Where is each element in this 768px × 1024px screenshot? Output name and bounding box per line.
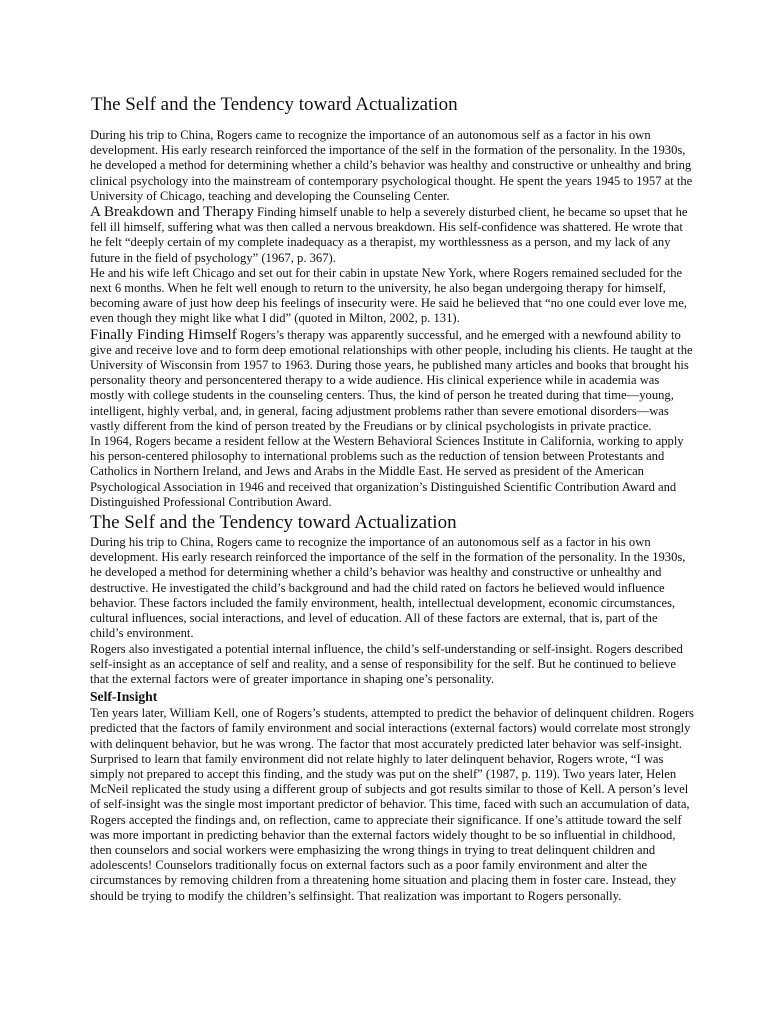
paragraph-finally-text: Rogers’s therapy was apparently successful, and he emerged with a newfound ability to give and receive love and to form deep emotional relationships with other people, including his clients. He taught at the University of Wisconsin from 1957 to 1963. During those years, he published many articles and books that brought his personality theory and personcentered therapy to a wide audience. His clinical experience while in academia was mostly with college students in the counseling centers. Thus, the kind of person he treated during that time—young, intelligent, highly verbal, and, in general, facing adjustment problems rather than severe emotional disorders—was vastly different from the kind of person treated by the Freudians or by clinical psychologists in private practice. (90, 327, 693, 433)
paragraph-kell-study: Ten years later, William Kell, one of Rogers’s students, attempted to predict the behavior of delinquent children. Rogers predicted that the factors of family environment and social interactions (external factors) would correlate most strongly with delinquent behavior, but he was wrong. The factor that most accurately predicted later behavior was self-insight. Surprised to learn that family environment did not relate highly to later delinquent behavior, Rogers wrote, “I was simply not prepared to accept this finding, and the study was put on the shelf” (1987, p. 119). Two years later, Helen McNeil replicated the study using a different group of subjects and got results similar to those of Kell. A person’s level of self-insight was the single most important predictor of behavior. This time, faced with such an accumulation of data, Rogers accepted the findings and, on reflection, came to appreciate their significance. If one’s attitude toward the self was more important in predicting behavior than the external factors widely thought to be so influential in childhood, then counselors and social workers were emphasizing the wrong things in trying to treat delinquent children and adolescents! Counselors traditionally focus on external factors such as a poor family environment and alter the circumstances by removing children from a threatening home situation and placing them in foster care. Instead, they should be trying to modify the children’s selfinsight. That realization was important to Rogers personally. (90, 706, 694, 903)
paragraph-breakdown (90, 204, 694, 266)
paragraph-breakdown-text: Finding himself unable to help a severely disturbed client, he became so upset that he fell ill himself, suffering what was then called a nervous breakdown. His self-confidence was shattered. He wrote that he felt “deeply certain of my complete inadequacy as a therapist, my worthlessness as a person, and my lack of any future in the field of psychology” (1967, p. 367). (90, 205, 688, 265)
paragraph-internal-influence: Rogers also investigated a potential internal influence, the child’s self-understanding or self-insight. Rogers described self-insight as an acceptance of self and reality, and a sense of responsibility for the self. But he continued to believe that the external factors were of greater importance in shaping one’s personality. (90, 641, 683, 686)
subsection-title-self-insight: Self-Insight (90, 689, 158, 705)
section-title-actualization: The Self and the Tendency toward Actualization (91, 94, 458, 115)
paragraph-china-trip-repeat: During his trip to China, Rogers came to recognize the importance of an autonomous self as a factor in his own development. His early research reinforced the importance of the self in the formation of the personality. In the 1930s, he developed a method for determining whether a child’s behavior was healthy and constructive or unhealthy and destructive. He investigated the child’s background and had the child rated on factors he believed would influence behavior. These factors included the family environment, health, intellectual development, economic circumstances, cultural influences, social interactions, and level of education. All of these factors are external, that is, part of the child’s environment. (90, 535, 686, 641)
paragraph-finally (90, 327, 694, 434)
paragraph-china-trip: During his trip to China, Rogers came to recognize the importance of an autonomous self as a factor in his own development. His early research reinforced the importance of the self in the formation of the personality. In the 1930s, he developed a method for determining whether a child’s behavior was healthy and constructive or unhealthy and bring clinical psychology into the mainstream of contemporary psychological thought. He spent the years 1945 to 1957 at the University of Chicago, teaching and developing the Counseling Center. (90, 128, 693, 203)
paragraph-cabin: He and his wife left Chicago and set out for their cabin in upstate New York, where Rogers remained secluded for the next 6 months. When he felt well enough to return to the university, he also began undergoing therapy for himself, becoming aware of just how deep his feelings of insecurity were. He said he believed that “no one could ever love me, even though they might like what I did” (quoted in Milton, 2002, p. 131). (90, 265, 687, 326)
document-body (90, 128, 694, 904)
inline-heading-breakdown: A Breakdown and Therapy (90, 203, 254, 221)
paragraph-1964: In 1964, Rogers became a resident fellow at the Western Behavioral Sciences Institute in California, working to apply his person-centered philosophy to international problems such as the reduction of tension between Protestants and Catholics in Northern Ireland, and Jews and Arabs in the Middle East. He served as president of the American Psychological Association in 1946 and received that organization’s Distinguished Scientific Contribution Award and Distinguished Professional Contribution Award. (90, 434, 684, 509)
section-title-actualization-repeat: The Self and the Tendency toward Actualization (90, 512, 457, 534)
inline-heading-finally: Finally Finding Himself (90, 325, 237, 343)
